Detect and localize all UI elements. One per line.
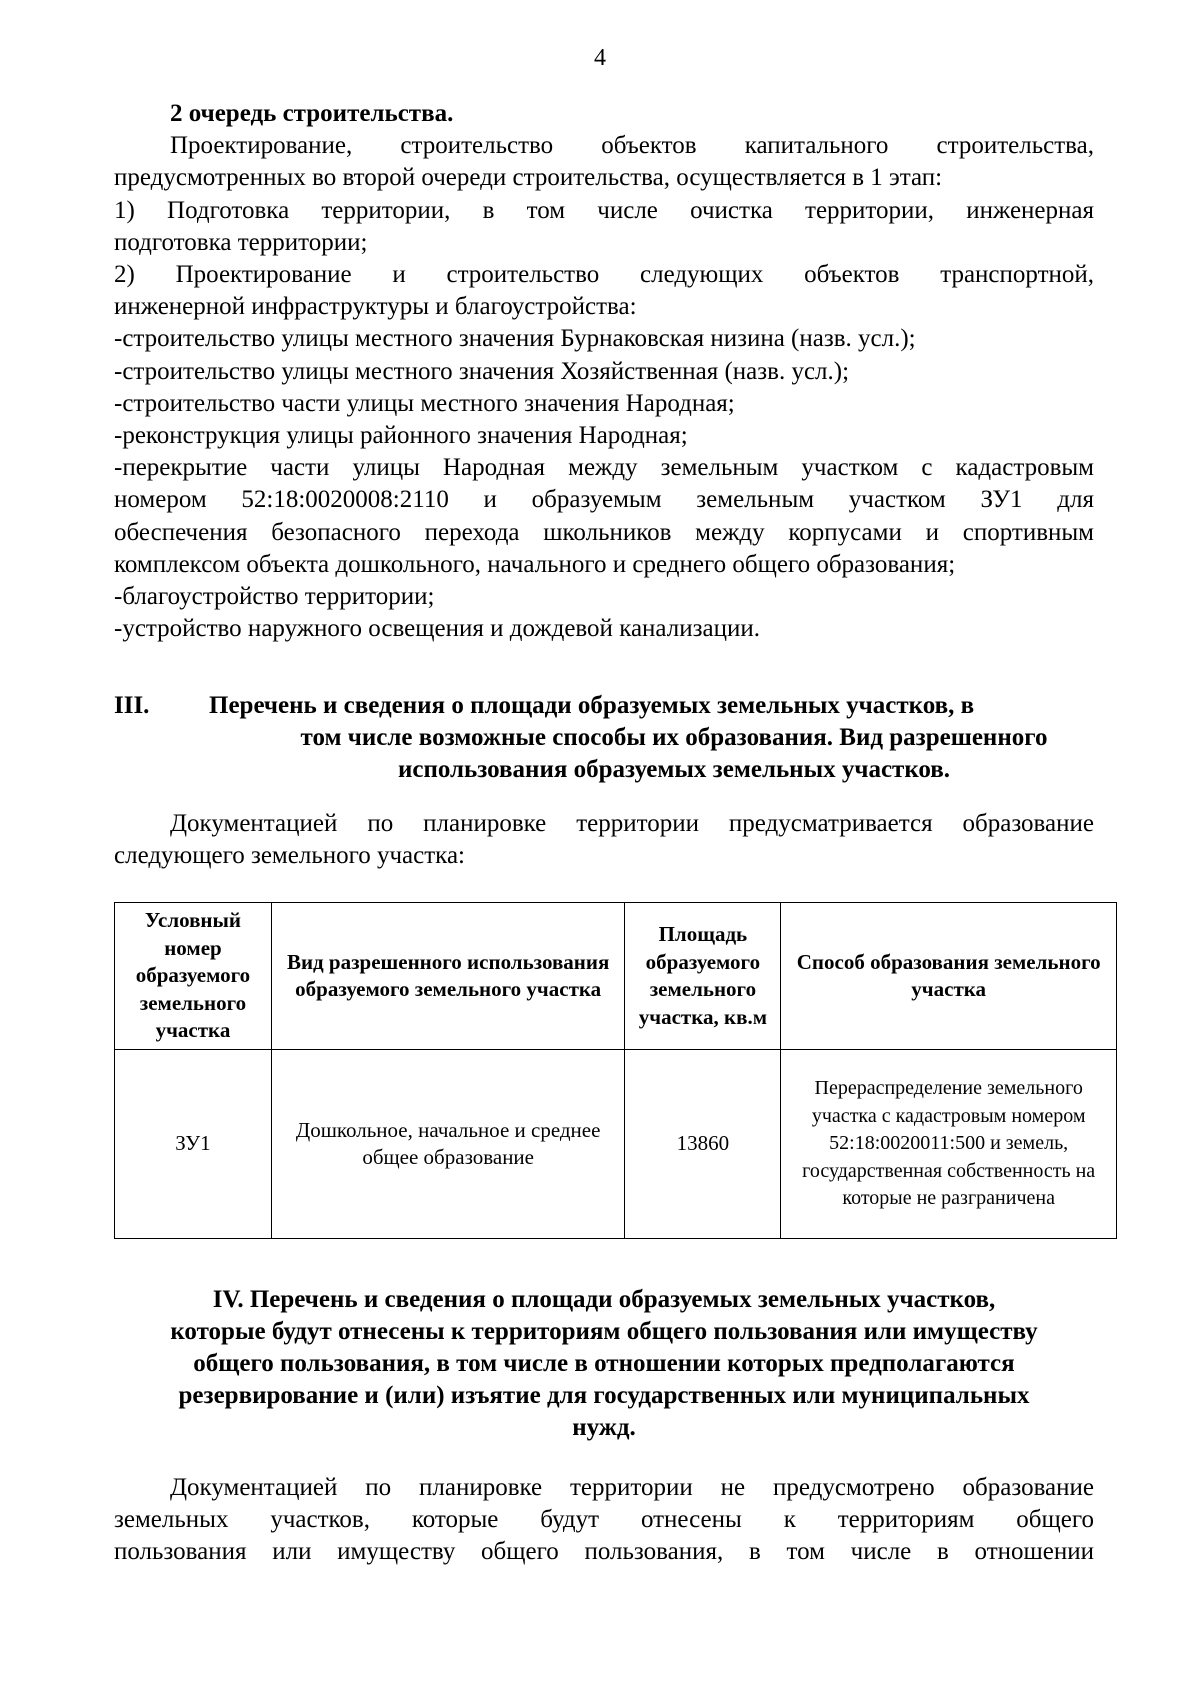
intro-line: обеспечения безопасного перехода школьников между корпусами и спортивным bbox=[114, 518, 1094, 546]
land-plot-table bbox=[114, 902, 1117, 1239]
intro-line: 2) Проектирование и строительство следующих объектов транспортной, bbox=[114, 261, 1094, 289]
phase-heading: 2 очередь строительства. bbox=[170, 100, 454, 127]
intro-line: предусмотренных во второй очереди строительства, осуществляется в 1 этап: bbox=[114, 164, 943, 192]
section-4-title-line: резервирование и (или) изъятие для государственных или муниципальных bbox=[178, 1382, 1030, 1409]
section-3-title-line: Перечень и сведения о площади образуемых земельных участков, в bbox=[209, 692, 975, 719]
intro-line: -благоустройство территории; bbox=[114, 583, 435, 611]
section-3-title-line: использования образуемых земельных участков. bbox=[397, 756, 951, 783]
table-row bbox=[115, 1050, 1117, 1239]
section-4-paragraph bbox=[114, 1472, 1094, 1569]
intro-line: -перекрытие части улицы Народная между земельным участком с кадастровым bbox=[114, 454, 1094, 482]
section-4-paragraph-line: земельных участков, которые будут отнесены к территориям общего bbox=[114, 1506, 1094, 1534]
table-header-row bbox=[115, 903, 1117, 1050]
header-formation-method: Способ образования земельного участка bbox=[781, 903, 1117, 1050]
section-4-paragraph-line: Документацией по планировке территории не предусмотрено образование bbox=[170, 1474, 1094, 1501]
section-4-title-line: IV. Перечень и сведения о площади образуемых земельных участков, bbox=[212, 1286, 996, 1313]
section-3-paragraph bbox=[114, 808, 1094, 872]
intro-line: -строительство части улицы местного значения Народная; bbox=[114, 389, 735, 417]
intro-line: -устройство наружного освещения и дождевой канализации. bbox=[114, 615, 760, 643]
intro-line: подготовка территории; bbox=[114, 228, 368, 256]
construction-phase-section bbox=[114, 98, 1094, 645]
cell-permitted-use: Дошкольное, начальное и среднее общее образование bbox=[271, 1050, 625, 1239]
intro-line: комплексом объекта дошкольного, начального и среднего общего образования; bbox=[114, 550, 956, 578]
section-3-numeral: III. bbox=[114, 692, 150, 719]
cell-plot-number: ЗУ1 bbox=[115, 1050, 272, 1239]
page-number: 4 bbox=[594, 45, 606, 71]
intro-line: инженерной инфраструктуры и благоустройства: bbox=[114, 293, 637, 321]
intro-line: -строительство улицы местного значения Хозяйственная (назв. усл.); bbox=[114, 357, 850, 385]
header-permitted-use: Вид разрешенного использования образуемого земельного участка bbox=[271, 903, 625, 1050]
section-4-title-line: нужд. bbox=[572, 1414, 636, 1441]
section-3-title bbox=[114, 690, 1094, 786]
section-3-paragraph-line: следующего земельного участка: bbox=[114, 842, 465, 870]
intro-line: -реконструкция улицы районного значения Народная; bbox=[114, 422, 688, 450]
section-4-title-line: которые будут отнесены к территориям общего пользования или имуществу bbox=[170, 1318, 1038, 1345]
section-4-paragraph-line: пользования или имуществу общего пользования, в том числе в отношении bbox=[114, 1538, 1094, 1566]
intro-line: -строительство улицы местного значения Бурнаковская низина (назв. усл.); bbox=[114, 325, 916, 353]
intro-line: номером 52:18:0020008:2110 и образуемым земельным участком ЗУ1 для bbox=[114, 486, 1094, 514]
header-area: Площадь образуемого земельного участка, кв.м bbox=[625, 903, 781, 1050]
header-plot-number: Условный номер образуемого земельного участка bbox=[115, 903, 272, 1050]
section-4-title-line: общего пользования, в том числе в отношении которых предполагаются bbox=[193, 1350, 1015, 1377]
cell-area: 13860 bbox=[625, 1050, 781, 1239]
cell-formation-method: Перераспределение земельного участка с кадастровым номером 52:18:0020011:500 и земель, государственная собственность на которые не разграничена bbox=[781, 1050, 1117, 1239]
section-3-title-line: том числе возможные способы их образования. Вид разрешенного bbox=[300, 724, 1048, 751]
section-3-paragraph-line: Документацией по планировке территории предусматривается образование bbox=[170, 810, 1094, 837]
section-4-title bbox=[114, 1284, 1094, 1444]
intro-line: 1) Подготовка территории, в том числе очистка территории, инженерная bbox=[114, 196, 1094, 224]
intro-line: Проектирование, строительство объектов капитального строительства, bbox=[170, 132, 1094, 160]
